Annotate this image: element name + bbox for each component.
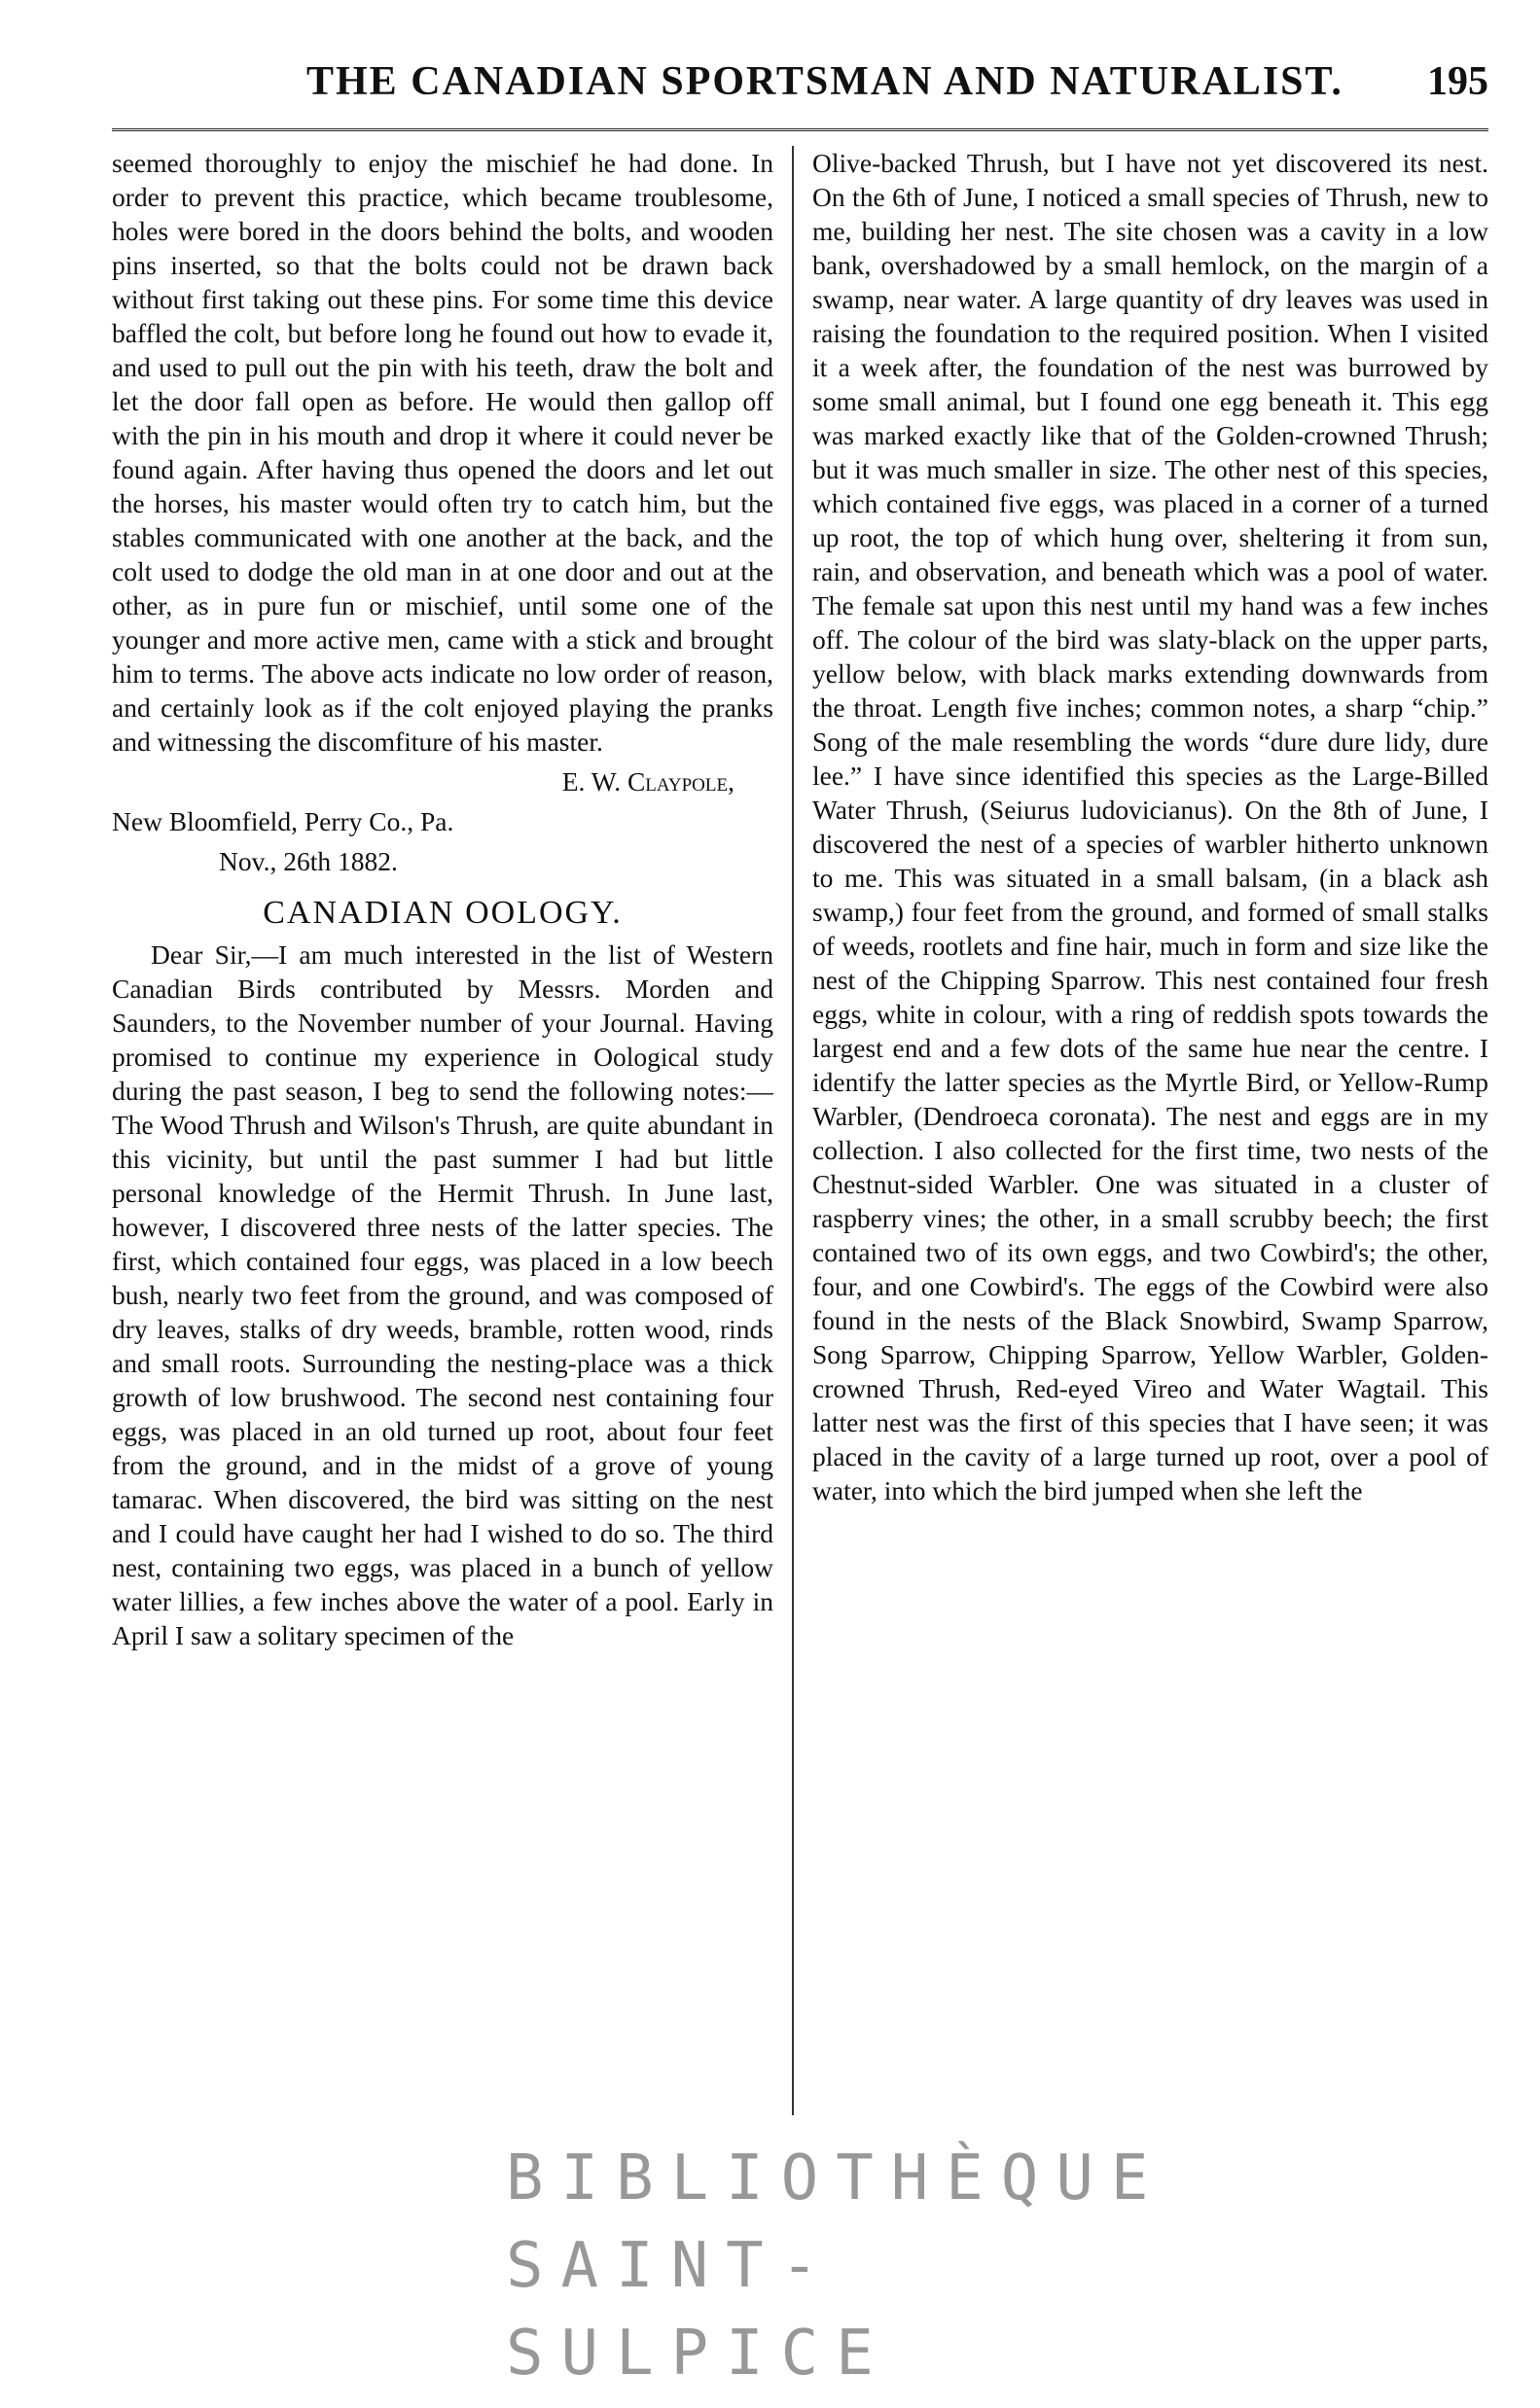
section-title: CANADIAN OOLOGY. (263, 895, 623, 931)
page-header (112, 58, 1488, 117)
stamp-line-2: SAINT-SULPICE (506, 2230, 891, 2390)
page-number: 195 (1427, 59, 1488, 104)
signature-place: New Bloomfield, Perry Co., Pa. (112, 806, 454, 836)
header-rule (112, 128, 1488, 131)
column-divider (792, 146, 794, 2115)
library-perforation-stamp (506, 2135, 1166, 2390)
stamp-line-1: BIBLIOTHÈQUE (506, 2142, 1166, 2214)
running-title: THE CANADIAN SPORTSMAN AND NATURALIST. (306, 59, 1343, 104)
left-column (112, 146, 773, 2120)
left-paragraph-letter: Dear Sir,—I am much interested in the list of Western Canadian Birds contributed by Messrs. Morden and Saunders, to the November number of your Journal. Having promised to continue my experience in Oological study during the past season, I beg to send the following notes:—The Wood Thrush and Wilson's Thrush, are quite abundant in this vicinity, but until the past summer I had but little personal knowledge of the Hermit Thrush. In June last, however, I discovered three nests of the latter species. The first, which contained four eggs, was placed in a low beech bush, nearly two feet from the ground, and was composed of dry leaves, stalks of dry weeds, bramble, rotten wood, rinds and small roots. Surrounding the nesting-place was a thick growth of low brushwood. The second nest containing four eggs, was placed in an old turned up root, about four feet from the ground, and in the midst of a grove of young tamarac. When discovered, the bird was sitting on the nest and I could have caught her had I wished to do so. The third nest, containing two eggs, was placed in a bunch of yellow water lillies, a few inches above the water of a pool. Early in April I saw a solitary specimen of the (112, 939, 773, 1650)
left-paragraph-continued: seemed thoroughly to enjoy the mischief he had done. In order to prevent this practice, which became troublesome, holes were bored in the doors behind the bolts, and wooden pins inserted, so that the bolts could not be drawn back without first taking out these pins. For some time this device baffled the colt, but before long he found out how to evade it, and used to pull out the pin with his teeth, draw the bolt and let the door fall open as before. He would then gallop off with the pin in his mouth and drop it where it could never be found again. After having thus opened the doors and let out the horses, his master would often try to catch him, but the stables communicated with one another at the back, and the colt used to dodge the old man in at one door and out at the other, as in pure fun or mischief, until some one of the younger and more active men, came with a stick and brought him to terms. The above acts indicate no low order of reason, and certainly look as if the colt enjoyed playing the pranks and witnessing the discomfiture of his master. (112, 148, 773, 757)
signature-date: Nov., 26th 1882. (219, 846, 398, 876)
right-column (812, 146, 1488, 2120)
author-signature: E. W. Claypole, (561, 766, 734, 797)
right-paragraph: Olive-backed Thrush, but I have not yet discovered its nest. On the 6th of June, I noticed a small species of Thrush, new to me, building her nest. The site chosen was a cavity in a low bank, overshadowed by a small hemlock, on the margin of a swamp, near water. A large quantity of dry leaves was used in raising the foundation to the required position. When I visited it a week after, the foundation of the nest was burrowed by some small animal, but I found one egg beneath it. This egg was marked exactly like that of the Golden-crowned Thrush; but it was much smaller in size. The other nest of this species, which contained five eggs, was placed in a corner of a turned up root, the top of which hung over, sheltering it from sun, rain, and observation, and beneath which was a pool of water. The female sat upon this nest until my hand was a few inches off. The colour of the bird was slaty-black on the upper parts, yellow below, with black marks extending downwards from the throat. Length five inches; common notes, a sharp “chip.” Song of the male resembling the words “dure dure lidy, dure lee.” I have since identified this species as the Large-Billed Water Thrush, (Seiurus ludovicianus). On the 8th of June, I discovered the nest of a species of warbler hitherto unknown to me. This was situated in a small balsam, (in a black ash swamp,) four feet from the ground, and formed of small stalks of weeds, rootlets and fine hair, much in form and size like the nest of the Chipping Sparrow. This nest contained four fresh eggs, white in colour, with a ring of reddish spots towards the largest end and a few dots of the same hue near the centre. I identify the latter species as the Myrtle Bird, or Yellow-Rump Warbler, (Dendroeca coronata). The nest and eggs are in my collection. I also collected for the first time, two nests of the Chestnut-sided Warbler. One was situated in a cluster of raspberry vines; the other, in a small scrubby beech; the first contained two of its own eggs, and two Cowbird's; the other, four, and one Cowbird's. The eggs of the Cowbird were also found in the nests of the Black Snowbird, Swamp Sparrow, Song Sparrow, Chipping Sparrow, Yellow Warbler, Golden-crowned Thrush, Red-eyed Vireo and Water Wagtail. This latter nest was the first of this species that I have seen; it was placed in the cavity of a large turned up root, over a pool of water, into which the bird jumped when she left the (812, 148, 1488, 1505)
